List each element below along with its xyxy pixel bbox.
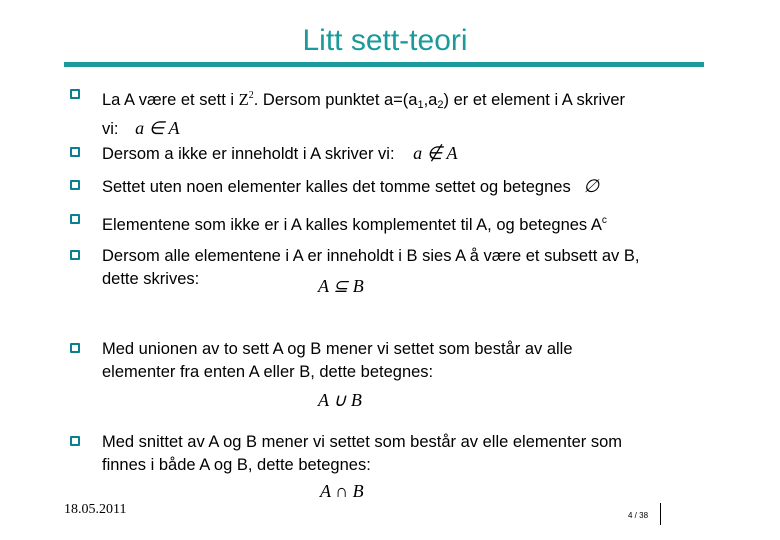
- checkbox-bullet-icon: [70, 214, 80, 224]
- text-segment: Settet uten noen elementer kalles det tomme settet og betegnes: [102, 178, 571, 196]
- bullet-element-of: [70, 84, 710, 141]
- text-segment: vi:: [102, 120, 119, 138]
- text-segment: dette skrives:: [102, 270, 200, 288]
- set-symbol: Z: [238, 90, 249, 109]
- text-segment: finnes i både A og B, dette betegnes:: [102, 456, 371, 474]
- subscript: 2: [437, 99, 444, 111]
- formula-intersection: A ∩ B: [320, 481, 364, 501]
- formula-subset: A ⊆ B: [318, 276, 364, 296]
- subscript: 1: [417, 99, 424, 111]
- bullet-text: [102, 209, 710, 237]
- bullet-empty-set: [70, 175, 710, 199]
- title-underline: [64, 62, 704, 67]
- bullet-text: [102, 338, 710, 384]
- superscript: 2: [248, 90, 254, 101]
- text-segment: La A være et sett i: [102, 91, 239, 109]
- text-segment: ) er et element i A skriver: [443, 91, 626, 109]
- checkbox-bullet-icon: [70, 436, 80, 446]
- text-segment: Dersom a ikke er inneholdt i A skriver vi:: [102, 145, 395, 163]
- text-segment: Dersom alle elementene i A er inneholdt i B sies A å være et subsett av B,: [102, 247, 640, 265]
- text-segment: . Dersom punktet a=(a: [253, 91, 418, 109]
- slide-title: Litt sett-teori: [302, 24, 468, 57]
- superscript: c: [601, 215, 607, 226]
- formula-empty-set: ∅: [583, 176, 599, 196]
- text-segment: Med snittet av A og B mener vi settet som består av elle elementer som: [102, 433, 622, 451]
- bullet-complement: [70, 209, 710, 237]
- page-number: 4 / 38: [628, 511, 649, 520]
- formula-element-of: a ∈ A: [135, 118, 180, 138]
- checkbox-bullet-icon: [70, 147, 80, 157]
- text-segment: elementer fra enten A eller B, dette betegnes:: [102, 363, 434, 381]
- footer-divider: [660, 503, 661, 525]
- text-segment: Med unionen av to sett A og B mener vi settet som består av alle: [102, 340, 573, 358]
- formula-union: A ∪ B: [318, 390, 362, 410]
- text-segment: ,a: [423, 91, 438, 109]
- bullet-text: [102, 245, 710, 291]
- checkbox-bullet-icon: [70, 180, 80, 190]
- bullet-intersection: [70, 431, 710, 477]
- checkbox-bullet-icon: [70, 343, 80, 353]
- bullet-text: [102, 431, 710, 477]
- checkbox-bullet-icon: [70, 89, 80, 99]
- bullet-text: [102, 175, 710, 199]
- bullet-subset: [70, 245, 710, 291]
- formula-not-element-of: a ∉ A: [413, 143, 458, 163]
- footer-date: 18.05.2011: [64, 502, 127, 517]
- bullet-not-element-of: [70, 142, 710, 166]
- checkbox-bullet-icon: [70, 250, 80, 260]
- text-segment: Elementene som ikke er i A kalles komplementet til A, og betegnes A: [102, 216, 602, 234]
- bullet-union: [70, 338, 710, 384]
- bullet-text: [102, 142, 710, 166]
- bullet-text: [102, 84, 710, 141]
